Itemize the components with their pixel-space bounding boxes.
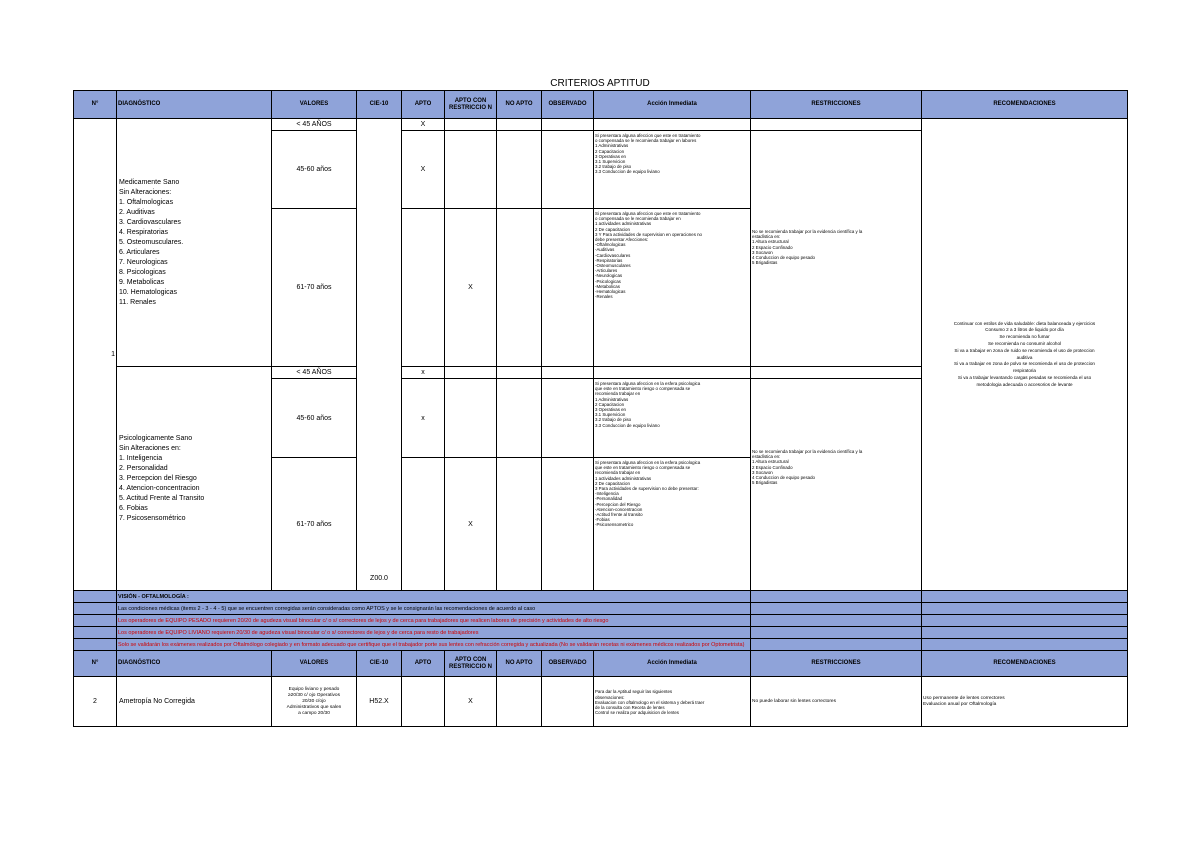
col-apto-header: APTO [402,651,445,677]
col-no-apto-header: NO APTO [497,91,542,119]
row2-recommendations: Uso permanente de lentes correctores Evaluacion anual por Oftalmología [922,677,1128,727]
row1-action-medical-45-60: Si presentara alguna afeccion que este en tratamiento o compensada se le recomienda trabajar en labores 1 Administrativas 2 Capacitacion 3 Operativas en 3.1 Supervicion 3.2 trabajo de piso 3.3 Conduccion de equipo liviano [594,131,751,209]
apto-mark: x [402,379,445,458]
age-45-60: 45-60 años [272,131,357,209]
note-corrected-conditions: Las condiciones médicas (items 2 - 3 - 4 - 5) que se encuentren corregidas serán consideradas como APTOS y se le consignarán las recomendaciones de acuerdo al caso [117,603,751,615]
note-row [74,627,1128,639]
col-apto-con-header: APTO CON RESTRICCIO N [445,651,497,677]
col-no-apto-header: NO APTO [497,651,542,677]
age-lt45: < 45 AÑOS [272,367,357,379]
col-restricciones-header: RESTRICCIONES [751,651,922,677]
row1-cie: Z00.0 [357,119,402,591]
apto-con-mark: X [445,209,497,367]
row1-action-psych-45-60: Si presentara alguna afeccion en la esfera psicologica que este en tratamiento riesgo o compensada se recomienda trabajar en 1 Administrativas 2 Capacitacion 3 Operativas en 3.1 Supervicion 3.2 trabajo de piso 3.3 Conduccion de equipo liviano [594,379,751,458]
row2-values: Equipo liviano y pesado ≥20/30 c/ ojo Operativos 20/30 c/ojo Administrativos que salen a campo 20/30 [272,677,357,727]
row1-action-medical-61-70: Si presentara alguna afeccion que este en tratamiento o compensada se le recomienda trabajar en 1 actividades administrativas 2 De capacitacion 3 Y Para actividades de supervision en operaciones no debe presentar Afecciones: -Oftalmologicas -Auditivas -Cardiovasculares -Respiratorias -Osteomusculares -Articulares -Neurologicas -Psicologicas -Metabolicas -Hematologicas -Renales [594,209,751,367]
row1-recommendations: Continuar con estilos de vida saludable: dieta balanceada y ejercicios Consumo 2 a 3 litros de liquido por día Se recomienda no fumar Se recomienda no consumir alcohol Si va a trabajar en zona de ruido se recomienda el uso de proteccion auditiva Si va a trabajar en zona de polvo se recomienda el uso de proteccion respiratoria Si va a trabajar levantando cargas pesadas se recomienda el uso metodologia adecuada o accesorios de levante [922,119,1128,591]
header-row [74,91,1128,119]
note-row [74,615,1128,627]
note-ophthalmologist: Solo se validarán los exámenes realizados por Oftalmólogo colegiado y en formato adecuado que certifique que el trabajador porte sus lentes con refracción corregida y actualizada (No se validarán recetas ni exámenes médicos realizados por Optometrista) [117,639,751,651]
vision-row [74,591,1128,603]
apto-mark: X [402,119,445,131]
age-61-70: 61-70 años [272,458,357,591]
note-row [74,639,1128,651]
row1-number: 1 [74,119,117,591]
apto-con-mark: X [445,677,497,727]
col-observado-header: OBSERVADO [542,651,594,677]
table-row [74,119,1128,131]
page-title: CRITERIOS APTITUD [550,78,650,89]
row1-restrictions-psych: No se recomienda trabajar por la evidencia científica y la estadística en: 1 Altura estructural 2 Espacio Confinado 3 Socavon 4 Conduccion de equipo pesado 5 Brigadistas [751,379,922,591]
header-row [74,651,1128,677]
row2-diagnosis: Ametropía No Corregida [117,677,272,727]
note-light-equipment: Los operadores de EQUIPO LIVIANO requieren 20/30 de agudeza visual binocular c/ o s/ correctores de lejos y de cerca para resto de trabajadores [117,627,751,639]
col-apto-con-header: APTO CON RESTRICCIO N [445,91,497,119]
note-row [74,603,1128,615]
col-number-header: N° [74,651,117,677]
note-heavy-equipment: Los operadores de EQUIPO PESADO requieren 20/20 de agudeza visual binocular c/ o s/ correctores de lejos y de cerca para trabajadores que realicen labores de precisión y actividades de alto riesgo [117,615,751,627]
col-cie-header: CIE-10 [357,91,402,119]
col-accion-header: Acción Inmediata [594,651,751,677]
col-values-header: VALORES [272,651,357,677]
col-diagnosis-header: DIAGNÓSTICO [117,651,272,677]
col-values-header: VALORES [272,91,357,119]
row2-cie: H52.X [357,677,402,727]
apto-mark: X [402,131,445,209]
col-apto-header: APTO [402,91,445,119]
col-accion-header: Acción Inmediata [594,91,751,119]
vision-heading: VISIÓN - OFTALMOLOGÍA : [117,591,751,603]
col-recomendaciones-header: RECOMENDACIONES [922,91,1128,119]
col-observado-header: OBSERVADO [542,91,594,119]
age-45-60: 45-60 años [272,379,357,458]
age-lt45: < 45 AÑOS [272,119,357,131]
row1-restrictions-medical: No se recomienda trabajar por la evidencia científica y la estadística en: 1 Altura estructural 2 Espacio Confinado 3 Socavon 4 Conduccion de equipo pesado 5 Brigadistas [751,131,922,367]
col-restricciones-header: RESTRICCIONES [751,91,922,119]
table-row [74,677,1128,727]
row2-number: 2 [74,677,117,727]
col-diagnosis-header: DIAGNÓSTICO [117,91,272,119]
col-recomendaciones-header: RECOMENDACIONES [922,651,1128,677]
age-61-70: 61-70 años [272,209,357,367]
row2-action: Para dar la Aptitud seguir las siguientes observaciones: Evaluacion con oftalmologo en el sistema y deberá traer de la consulta con Receta de lentes Control se realiza por adquisicion de lentes [594,677,751,727]
col-cie-header: CIE-10 [357,651,402,677]
col-number-header: N° [74,91,117,119]
aptitude-criteria-table [73,90,1128,727]
row1-diagnosis-medical: Medicamente Sano Sin Alteraciones: 1. Oftalmologicas 2. Auditivas 3. Cardiovasculares 4. Respiratorias 5. Osteomusculares. 6. Articulares 7. Neurologicas 8. Psicologicas 9. Metabolicas 10. Hematologicas 11. Renales [117,119,272,367]
row2-restrictions: No puede laborar sin lentes correctores [751,677,922,727]
apto-con-mark: X [445,458,497,591]
row1-action-psych-61-70: Si presentara alguna afeccion en la esfera psicologica que este en tratamiento riesgo o compensada se recomienda trabajar en 1 actividades administrativas 2 De capacitacion 3 Para actividades de supervision no debe presentar: -Inteligencia -Personalidad -Percepcion del Riesgo -Atencion-concentracion -Actitud frente al transito -Fobias -Psicosensometrico [594,458,751,591]
row1-diagnosis-psychological: Psicologicamente Sano Sin Alteraciones en: 1. Inteligencia 2. Personalidad 3. Percepcion del Riesgo 4. Atencion-concentracion 5. Actitud Frente al Transito 6. Fobias 7. Psicosensométrico [117,367,272,591]
apto-mark: x [402,367,445,379]
